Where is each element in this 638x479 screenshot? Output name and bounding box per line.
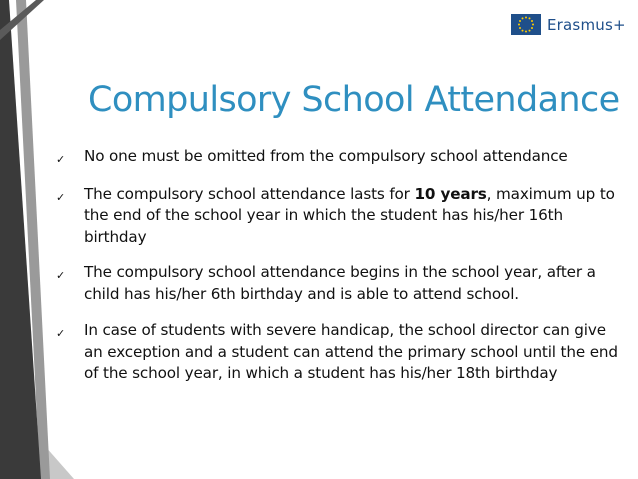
bullet-text-start: The compulsory school attendance lasts for [84,184,415,203]
bullet-item [56,184,626,249]
bullet-item [56,146,626,168]
check-icon: ✓ [56,190,66,204]
bullet-list [56,146,626,385]
check-icon: ✓ [56,153,66,166]
check-icon: ✓ [56,327,66,340]
bullet-text: No one must be omitted from the compulsory school attendance [84,147,568,165]
bullet-text: The compulsory school attendance begins in the school year, after a child has his/her 6th birthday and is able to attend school. [84,263,596,303]
bullet-text-bold: 10 years [414,184,487,203]
slide-title: Compulsory School Attendance [88,80,620,120]
logo-text: Erasmus+ [547,15,626,34]
bullet-text-end: , maximum up to the end of the school year in which the student has his/her 16th birthday [84,184,615,246]
bullet-item [56,262,626,305]
bullet-item [56,320,626,385]
erasmus-logo [511,14,626,35]
eu-flag-icon [511,14,541,35]
check-icon: ✓ [56,269,66,282]
bullet-text: In case of students with severe handicap, the school director can give an exception and a student can attend the primary school until the end of the school year, in which a student has his/her 18th birthday [84,321,618,382]
